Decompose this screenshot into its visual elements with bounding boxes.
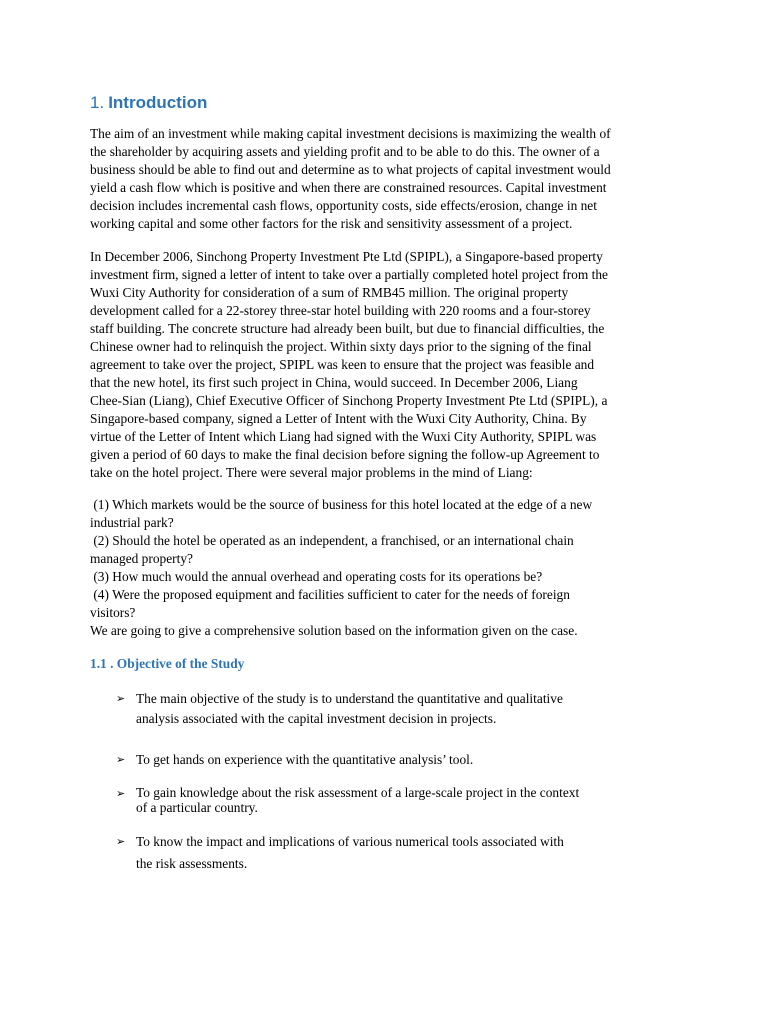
text-line: Singapore-based company, signed a Letter of Intent with the Wuxi City Authority, China. By — [90, 411, 587, 426]
text-line: that the new hotel, its first such project in China, would succeed. In December 2006, Liang — [90, 375, 578, 390]
text-line: (3) How much would the annual overhead and operating costs for its operations be? — [90, 569, 543, 584]
paragraph-case — [90, 248, 680, 482]
text-line: (1) Which markets would be the source of business for this hotel located at the edge of a new — [90, 497, 593, 512]
arrow-bullet-icon: ➢ — [116, 753, 126, 766]
arrow-bullet-icon: ➢ — [116, 835, 126, 848]
text-line: We are going to give a comprehensive solution based on the information given on the case. — [90, 623, 578, 638]
text-line: In December 2006, Sinchong Property Investment Pte Ltd (SPIPL), a Singapore-based property — [90, 249, 603, 264]
text-line: (2) Should the hotel be operated as an independent, a franchised, or an international chain — [90, 533, 574, 548]
subsection-heading: 1.1 . Objective of the Study — [90, 656, 245, 671]
text-line: of a particular country. — [136, 800, 258, 815]
paragraph-questions — [90, 496, 680, 640]
text-line: analysis associated with the capital investment decision in projects. — [136, 711, 497, 726]
text-line: business should be able to find out and determine as to what projects of capital investment would — [90, 162, 611, 177]
text-line: yield a cash flow which is positive and when there are constrained resources. Capital investment — [90, 180, 607, 195]
text-line: industrial park? — [90, 515, 174, 530]
text-line: (4) Were the proposed equipment and facilities sufficient to cater for the needs of foreign — [90, 587, 570, 602]
text-line: Chee-Sian (Liang), Chief Executive Officer of Sinchong Property Investment Pte Ltd (SPIPL), a — [90, 393, 608, 408]
section-title: Introduction — [108, 93, 208, 112]
text-line: Chinese owner had to relinquish the project. Within sixty days prior to the signing of the final — [90, 339, 592, 354]
section-heading — [90, 92, 207, 114]
arrow-bullet-icon: ➢ — [116, 787, 126, 800]
text-line: the risk assessments. — [136, 856, 248, 871]
text-line: To know the impact and implications of various numerical tools associated with — [136, 834, 564, 849]
text-line: The main objective of the study is to understand the quantitative and qualitative — [136, 691, 563, 706]
text-line: decision includes incremental cash flows, opportunity costs, side effects/erosion, change in net — [90, 198, 597, 213]
text-line: investment firm, signed a letter of intent to take over a partially completed hotel project from the — [90, 267, 608, 282]
text-line: development called for a 22-storey three-star hotel building with 220 rooms and a four-storey — [90, 303, 591, 318]
text-line: given a period of 60 days to make the final decision before signing the follow-up Agreement to — [90, 447, 600, 462]
text-line: agreement to take over the project, SPIPL was keen to ensure that the project was feasible and — [90, 357, 595, 372]
text-line: managed property? — [90, 551, 193, 566]
text-line: The aim of an investment while making capital investment decisions is maximizing the wealth of — [90, 126, 611, 141]
text-line: visitors? — [90, 605, 136, 620]
paragraph-intro — [90, 125, 680, 233]
arrow-bullet-icon: ➢ — [116, 692, 126, 705]
text-line: staff building. The concrete structure had already been built, but due to financial difficulties, the — [90, 321, 605, 336]
text-line: To gain knowledge about the risk assessment of a large-scale project in the context — [136, 785, 580, 800]
text-line: working capital and some other factors for the risk and sensitivity assessment of a project. — [90, 216, 573, 231]
text-line: virtue of the Letter of Intent which Liang had signed with the Wuxi City Authority, SPIPL was — [90, 429, 597, 444]
section-number: 1. — [90, 93, 105, 112]
text-line: To get hands on experience with the quantitative analysis’ tool. — [136, 752, 474, 767]
text-line: the shareholder by acquiring assets and yielding profit and to be able to do this. The owner of a — [90, 144, 600, 159]
text-line: take on the hotel project. There were several major problems in the mind of Liang: — [90, 465, 533, 480]
text-line: Wuxi City Authority for consideration of a sum of RMB45 million. The original property — [90, 285, 569, 300]
